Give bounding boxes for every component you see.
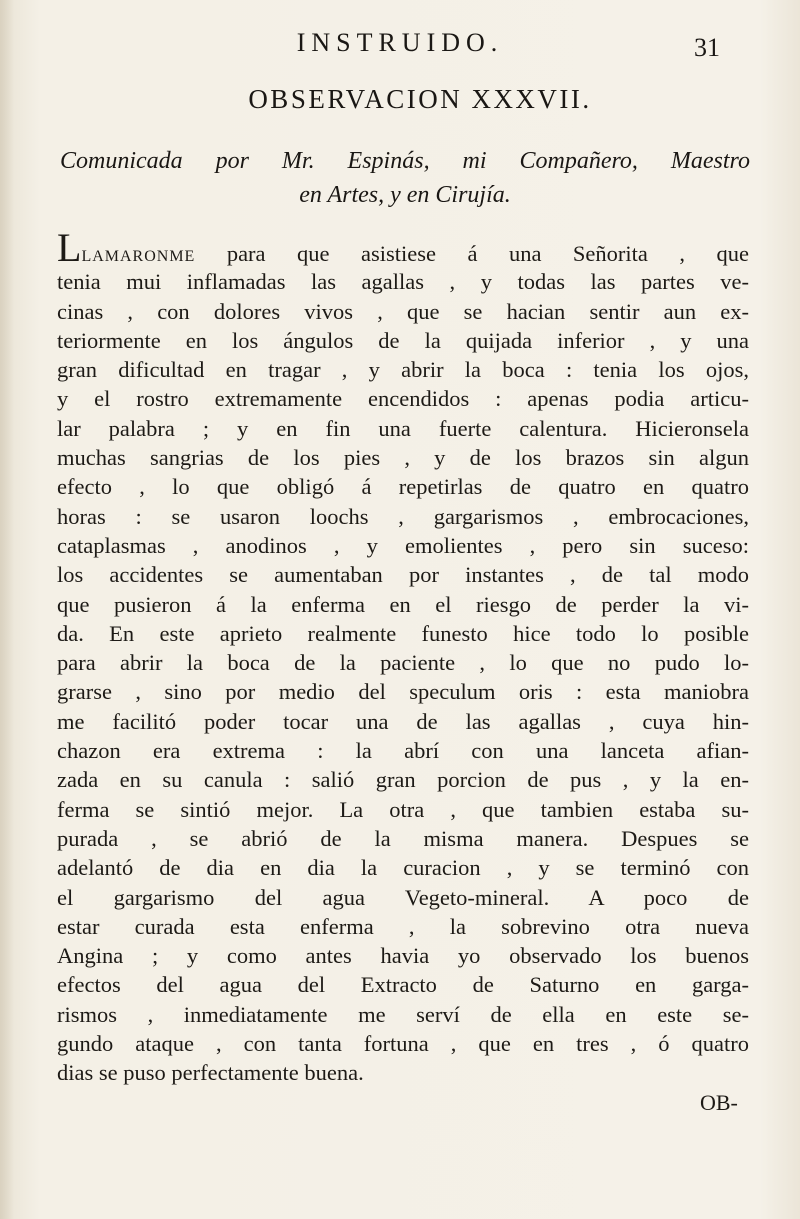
text-line: y el rostro extremamente encendidos : apenas podia articu- (57, 386, 749, 412)
text-line: adelantó de dia en dia la curacion , y se terminó con (57, 855, 749, 881)
text-line: dias se puso perfectamente buena. (57, 1060, 364, 1086)
text-line: teriormente en los ángulos de la quijada inferior , y una (57, 327, 749, 353)
initial-letter: L (57, 225, 82, 270)
text-line: estar curada esta enferma , la sobrevino otra nueva (57, 913, 749, 939)
text-line: cataplasmas , anodinos , y emolientes , pero sin suceso: (57, 532, 749, 558)
text-line: ferma se sintió mejor. La otra , que tambien estaba su- (57, 796, 749, 822)
text-line: efectos del agua del Extracto de Saturno en garga- (57, 972, 749, 998)
observation-subtitle (60, 144, 750, 212)
opening-rest: para que asistiese á una Señorita , que (195, 241, 749, 266)
text-line: chazon era extrema : la abrí con una lanceta afian- (57, 738, 749, 764)
text-line: horas : se usaron loochs , gargarismos , embrocaciones, (57, 503, 749, 529)
text-line: da. En este aprieto realmente funesto hice todo lo posible (57, 620, 749, 646)
subtitle-line: en Artes, y en Cirujía. (299, 182, 511, 208)
text-line: purada , se abrió de la misma manera. Despues se (57, 825, 749, 851)
text-line: grarse , sino por medio del speculum oris : esta maniobra (57, 679, 749, 705)
text-line: los accidentes se aumentaban por instantes , de tal modo (57, 562, 749, 588)
text-line: rismos , inmediatamente me serví de ella en este se- (57, 1001, 749, 1027)
text-line: que pusieron á la enferma en el riesgo de perder la vi- (57, 591, 749, 617)
text-line: gundo ataque , con tanta fortuna , que en tres , ó quatro (57, 1031, 749, 1057)
body-text (57, 225, 749, 1088)
section-heading: OBSERVACION XXXVII. (248, 84, 592, 114)
subtitle-line: Comunicada por Mr. Espinás, mi Compañero, Maestro (60, 148, 750, 174)
catchword: OB- (700, 1090, 738, 1115)
running-head: INSTRUIDO. (296, 28, 504, 57)
text-line: zada en su canula : salió gran porcion de pus , y la en- (57, 767, 749, 793)
text-line: el gargarismo del agua Vegeto-mineral. A poco de (57, 884, 749, 910)
text-line: lar palabra ; y en fin una fuerte calentura. Hicieronsela (57, 415, 749, 441)
text-line: efecto , lo que obligó á repetirlas de quatro en quatro (57, 474, 749, 500)
text-line: tenia mui inflamadas las agallas , y todas las partes ve- (57, 269, 749, 295)
text-line: Angina ; y como antes havia yo observado los buenos (57, 943, 749, 969)
page-number: 31 (694, 33, 720, 62)
opening-line (57, 225, 749, 270)
binding-shadow (0, 0, 14, 1219)
text-line: gran dificultad en tragar , y abrir la boca : tenia los ojos, (57, 357, 749, 383)
text-line: muchas sangrias de los pies , y de los brazos sin algun (57, 445, 749, 471)
body-lines (57, 267, 749, 1087)
text-line: me facilitó poder tocar una de las agallas , cuya hin- (57, 708, 749, 734)
text-line: cinas , con dolores vivos , que se hacian sentir aun ex- (57, 298, 749, 324)
opening-small-caps: lamaronme (81, 241, 196, 266)
text-line: para abrir la boca de la paciente , lo que no pudo lo- (57, 650, 749, 676)
